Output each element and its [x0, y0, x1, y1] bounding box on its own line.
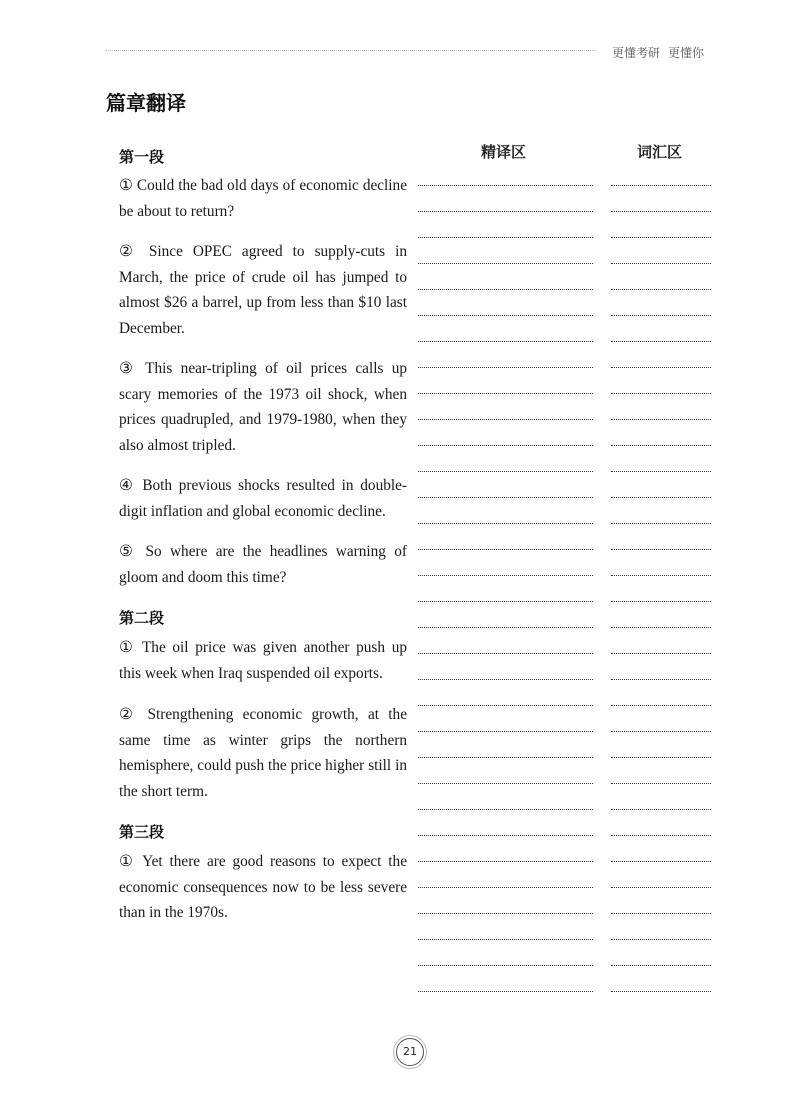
vocabulary-write-line[interactable] [611, 861, 711, 862]
vocabulary-write-line[interactable] [611, 913, 711, 914]
vocabulary-write-line[interactable] [611, 887, 711, 888]
paragraph-1-sentence-5: ⑤ So where are the headlines warning of gloom and doom this time? [119, 543, 407, 586]
translation-write-line[interactable] [418, 211, 593, 212]
translation-write-line[interactable] [418, 263, 593, 264]
paragraph-3-label: 第三段 [119, 823, 165, 841]
page-number: 21 [396, 1038, 424, 1066]
vocabulary-write-line[interactable] [611, 835, 711, 836]
translation-write-line[interactable] [418, 835, 593, 836]
translation-write-line[interactable] [418, 757, 593, 758]
section-title: 篇章翻译 [106, 91, 186, 115]
vocabulary-write-line[interactable] [611, 939, 711, 940]
header-slogan [612, 44, 704, 61]
translation-write-line[interactable] [418, 601, 593, 602]
vocabulary-write-line[interactable] [611, 237, 711, 238]
vocabulary-write-line[interactable] [611, 367, 711, 368]
vocabulary-column-header: 词汇区 [637, 143, 683, 161]
vocabulary-write-line[interactable] [611, 315, 711, 316]
slogan-part-2: 更懂你 [668, 46, 705, 60]
vocabulary-write-line[interactable] [611, 783, 711, 784]
translation-write-line[interactable] [418, 809, 593, 810]
vocabulary-write-line[interactable] [611, 809, 711, 810]
vocabulary-write-line[interactable] [611, 679, 711, 680]
vocabulary-write-line[interactable] [611, 445, 711, 446]
vocabulary-write-line[interactable] [611, 731, 711, 732]
paragraph-2-label: 第二段 [119, 609, 165, 627]
paragraph-2-sentence-1: ① The oil price was given another push up this week when Iraq suspended oil exports. [119, 639, 407, 682]
translation-write-line[interactable] [418, 991, 593, 992]
paragraph-1-sentence-1: ① Could the bad old days of economic decline be about to return? [119, 177, 407, 220]
translation-write-line[interactable] [418, 497, 593, 498]
vocabulary-write-line[interactable] [611, 705, 711, 706]
translation-write-line[interactable] [418, 419, 593, 420]
vocabulary-write-line[interactable] [611, 523, 711, 524]
translation-write-line[interactable] [418, 237, 593, 238]
paragraph-3-sentence-1: ① Yet there are good reasons to expect the economic consequences now to be less severe than in the 1970s. [119, 853, 407, 921]
translation-write-line[interactable] [418, 887, 593, 888]
vocabulary-write-line[interactable] [611, 471, 711, 472]
vocabulary-write-line[interactable] [611, 289, 711, 290]
vocabulary-write-line[interactable] [611, 653, 711, 654]
vocabulary-write-line[interactable] [611, 211, 711, 212]
translation-write-line[interactable] [418, 523, 593, 524]
translation-write-line[interactable] [418, 341, 593, 342]
translation-write-line[interactable] [418, 549, 593, 550]
vocabulary-write-line[interactable] [611, 965, 711, 966]
translation-write-line[interactable] [418, 471, 593, 472]
paragraph-1-label: 第一段 [119, 148, 165, 166]
translation-write-line[interactable] [418, 393, 593, 394]
slogan-part-1: 更懂考研 [612, 46, 661, 60]
vocabulary-write-line[interactable] [611, 549, 711, 550]
translation-write-line[interactable] [418, 965, 593, 966]
vocabulary-write-line[interactable] [611, 341, 711, 342]
paragraph-2-sentence-2: ② Strengthening economic growth, at the same time as winter grips the northern hemisphere, could push the price higher still in the short term. [119, 706, 407, 800]
translation-write-line[interactable] [418, 939, 593, 940]
paragraph-1-sentence-2: ② Since OPEC agreed to supply-cuts in March, the price of crude oil has jumped to almost $26 a barrel, up from less than $10 last December. [119, 243, 407, 337]
translation-write-line[interactable] [418, 861, 593, 862]
vocabulary-write-line[interactable] [611, 601, 711, 602]
vocabulary-write-line[interactable] [611, 419, 711, 420]
translation-write-line[interactable] [418, 731, 593, 732]
vocabulary-write-line[interactable] [611, 575, 711, 576]
translation-write-line[interactable] [418, 705, 593, 706]
vocabulary-write-line[interactable] [611, 263, 711, 264]
vocabulary-write-line[interactable] [611, 991, 711, 992]
header-divider [105, 50, 595, 51]
translation-write-line[interactable] [418, 783, 593, 784]
translation-write-line[interactable] [418, 575, 593, 576]
translation-write-line[interactable] [418, 653, 593, 654]
paragraph-1-sentence-4: ④ Both previous shocks resulted in double-digit inflation and global economic decline. [119, 477, 407, 520]
translation-write-line[interactable] [418, 913, 593, 914]
translation-write-line[interactable] [418, 315, 593, 316]
translation-write-line[interactable] [418, 367, 593, 368]
translation-write-line[interactable] [418, 679, 593, 680]
translation-write-line[interactable] [418, 627, 593, 628]
vocabulary-write-line[interactable] [611, 185, 711, 186]
translation-column-header: 精译区 [481, 143, 527, 161]
vocabulary-write-line[interactable] [611, 627, 711, 628]
paragraph-1-sentence-3: ③ This near-tripling of oil prices calls up scary memories of the 1973 oil shock, when prices quadrupled, and 1979-1980, when they also almost tripled. [119, 360, 407, 454]
translation-write-line[interactable] [418, 289, 593, 290]
translation-write-line[interactable] [418, 185, 593, 186]
vocabulary-write-line[interactable] [611, 393, 711, 394]
vocabulary-write-line[interactable] [611, 497, 711, 498]
vocabulary-write-line[interactable] [611, 757, 711, 758]
translation-write-line[interactable] [418, 445, 593, 446]
